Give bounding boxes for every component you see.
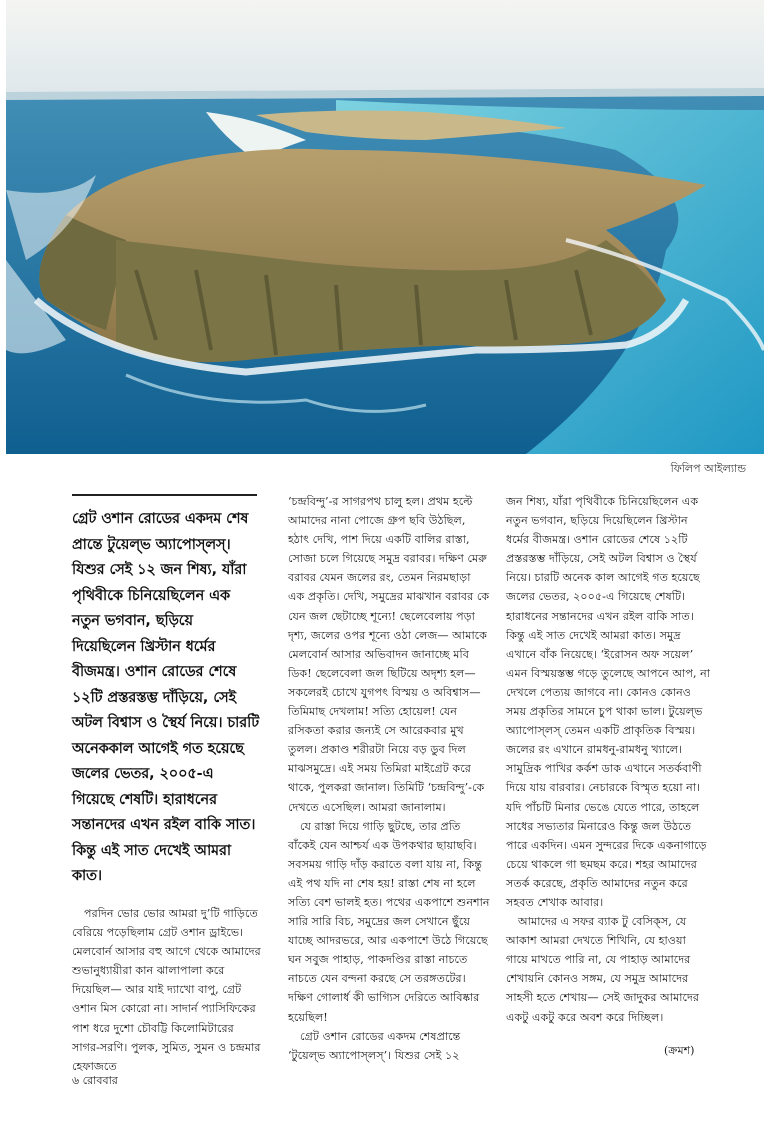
column2-paragraph-2: যে রাস্তা দিয়ে গাড়ি ছুটছে, তার প্রতি বাঁকেই যেন আশ্চর্য এক উপকথার ছায়াছবি। সবসময় গাড়ি দাঁড় করাতে বলা যায় না, কিন্তু এই পথ যদি না শেষ হয়! রাস্তা শেষ না হলে সত্যি বেশ ভালই হত। পথের একপাশে শুনশান সারি সারি বিচ, সমুদ্রের জল সেখানে ছুঁয়ে যাচ্ছে আদরভরে, আর একপাশে উঠে গিয়েছে ঘন সবুজ পাহাড়, পাকদণ্ডির রাস্তা নাচতে নাচতে যেন বন্দনা করছে সে তরঙ্গতটের। দক্ষিণ গোলার্ধ কী ভাগ্যিস দেরিতে আবিষ্কার হয়েছিল! <box>288 819 490 1024</box>
pullquote: গ্রেট ওশান রোডের একদম শেষ প্রান্তে টুয়েল্ভ অ্যাপোস্‌লস্‌। যিশুর সেই ১২ জন শিষ্য, যাঁরা পৃথিবীকে চিনিয়েছিলেন এক নতুন ভগবান, ছড়িয়ে দিয়েছিলেন খ্রিস্টান ধর্মের বীজমন্ত্র। ওশান রোডের শেষে ১২টি প্রস্তরস্তম্ভ দাঁড়িয়ে, সেই অটল বিশ্বাস ও স্থৈর্য নিয়ে। চারটি অনেককাল আগেই গত হয়েছে জলের ভেতর, ২০০৫-এ গিয়েছে শেষটি। হারাধনের সন্তানদের এখন রইল বাকি সাত। কিন্তু এই সাত দেখেই আমরা কাত। <box>72 511 260 884</box>
continued-mark: (ক্রমশ) <box>664 1044 695 1057</box>
island-aerial-image <box>6 0 764 454</box>
article-column-2 <box>288 492 490 1065</box>
pullquote-rule <box>72 494 257 496</box>
column1-paragraph-1: পরদিন ভোর ভোর আমরা দু’টি গাড়িতে বেরিয়ে পড়েছিলাম গ্রেট ওশান ড্রাইভে। মেলবোর্ন আসার বহু আগে থেকে আমাদের শুভানুধ্যায়ীরা কান ঝালাপালা করে দিয়েছিল— আর যাই দ্যাখো বাপু, গ্রেট ওশান মিস কোরো না। সাদার্ন প্যাসিফিকের পাশ ধরে দুশো চৌবট্টি কিলোমিটারের সাগর-সরণি। পুলক, সুমিত, সুমন ও চন্দ্রমার হেফাজতে <box>72 907 261 1073</box>
photo-caption: ফিলিপ আইল্যান্ড <box>670 462 746 475</box>
page-folio: ৬ রোববার <box>72 1074 118 1087</box>
article-column-1 <box>72 904 262 1076</box>
column3-paragraph-1: জন শিষ্য, যাঁরা পৃথিবীকে চিনিয়েছিলেন এক নতুন ভগবান, ছড়িয়ে দিয়েছিলেন খ্রিস্টান ধর্মের বীজমন্ত্র। ওশান রোডের শেষে ১২টি প্রস্তরস্তম্ভ দাঁড়িয়ে, সেই অটল বিশ্বাস ও স্থৈর্য নিয়ে। চারটি অনেক কাল আগেই গত হয়েছে জলের ভেতর, ২০০৫-এ গিয়েছে শেষটি। হারাধনের সন্তানদের এখন রইল বাকি সাত। কিন্তু এই সাত দেখেই আমরা কাত। সমুদ্র এখানে বাঁক নিয়েছে। ‘ইরোসন অফ সয়েল’ এমন বিস্ময়স্তম্ভ গড়ে তুলেছে আপনে আপ, না দেখলে পেত্যয় জাগবে না। কোনও কোনও সময় প্রকৃতির সামনে চুপ থাকা ভাল। টুয়েল্ভ অ্যাপোস্‌লস্‌ তেমন একটি প্রাকৃতিক বিস্ময়। জলের রং এখানে রামধনু-রামধনু খ্যালে। সামুদ্রিক পাখির কর্কশ ডাক এখানে সতর্কবাণী দিয়ে যায় বারবার। নেচারকে বিস্মৃত হয়ো না। যদি পাঁচটি মিনার ভেঙে যেতে পারে, তাহলে সাধের সভ্যতার মিনারেও কিন্তু জল উঠতে পারে একদিন। এমন সুন্দরের দিকে একনাগাড়ে চেয়ে থাকলে গা ছমছম করে। শহর আমাদের সতর্ক করেছে, প্রকৃতি আমাদের নতুন করে সহবত শেখাক আবার। <box>506 495 711 909</box>
column2-paragraph-1: ‘চন্দ্রবিন্দু’-র সাগরপথ চালু হল। প্রথম হল্টে আমাদের নানা পোজে গ্রুপ ছবি উঠছিল, হঠাৎ দেখি, পাশ দিয়ে একটি বালির রাস্তা, সোজা চলে গিয়েছে সমুদ্র বরাবর। দক্ষিণ মেরু বরাবর যেমন জলের রং, তেমন নিরমছাড়া এক প্রকৃতি। দেখি, সমুদ্রের মাঝখান বরাবর কে যেন জল ছেটাচ্ছে শূন্যে! ছেলেবেলায় পড়া দৃশ্য, জলের ওপর শূন্যে ওঠা লেজ— আমাকে মেলবোর্ন আসার অভিবাদন জানাচ্ছে মবি ডিক! ছেলেবেলা জল ছিটিয়ে অদৃশ্য হল— সকলেরই চোখে যুগপৎ বিস্ময় ও অবিশ্বাস— তিমিমাছ দেখলাম! সত্যি হোয়েল! যেন রসিকতা করার জন্যই সে আরেকবার মুখ তুলল। প্রকাণ্ড শরীরটা নিয়ে বড় ডুব দিল মাঝসমুদ্রে। এই সময় তিমিরা মাইগ্রেট করে থাকে, পুলকরা জানাল। তিমিটি ‘চন্দ্রবিন্দু’-কে দেখতে এসেছিল। আমরা জানালাম। <box>288 495 490 814</box>
column3-paragraph-2: আমাদের এ সফর ব্যাক টু বেসিক্‌স, যে আকাশ আমরা দেখতে শিখিনি, যে হাওয়া গায়ে মাখতে পারি না, যে পাহাড় আমাদের শেখায়নি কোনও সঙ্গম, যে সমুদ্র আমাদের সাহসী হতে শেখায়— সেই জাদুকর আমাদের একটু একটু করে অবশ করে দিচ্ছিল। <box>506 915 700 1024</box>
column2-paragraph-3: গ্রেট ওশান রোডের একদম শেষপ্রান্তে ‘টুয়েল্ভ অ্যাপোস্‌লস্‌’। যিশুর সেই ১২ <box>288 1029 461 1062</box>
article-column-3 <box>506 492 711 1027</box>
hero-photo <box>6 0 764 454</box>
